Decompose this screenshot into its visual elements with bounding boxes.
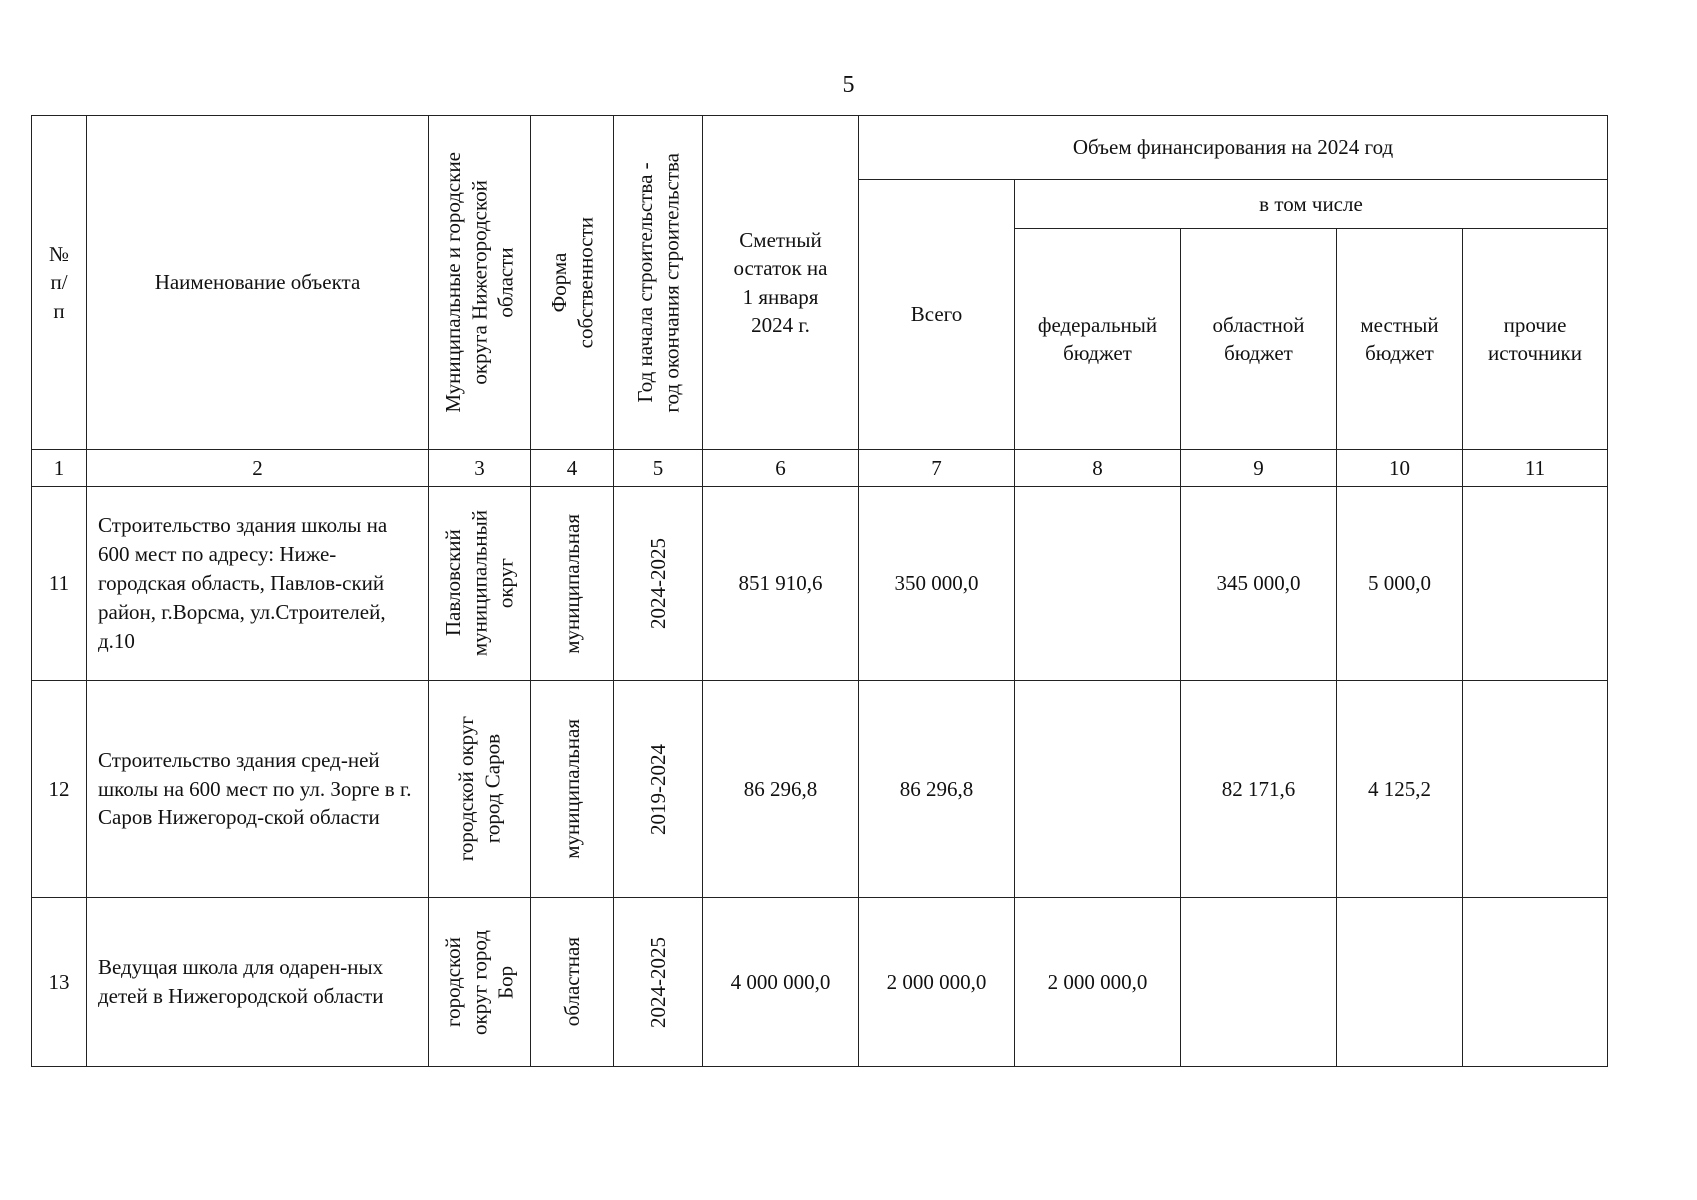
header-other: прочие источники: [1463, 229, 1608, 450]
table-row: [32, 487, 1608, 681]
ownership-cell: муниципальная: [531, 681, 614, 898]
page-number: 5: [842, 72, 855, 98]
header-remainder: Сметный остаток на 1 января 2024 г.: [703, 116, 859, 450]
header-total: Всего: [859, 180, 1015, 450]
column-number: 3: [429, 450, 531, 487]
table-row: [32, 681, 1608, 898]
column-number: 2: [87, 450, 429, 487]
object-name: Строительство здания школы на 600 мест по адресу: Ниже-городская область, Павлов-ский район, г.Ворсма, ул.Строителей, д.10: [87, 487, 429, 681]
other-cell: [1463, 487, 1608, 681]
remainder-cell: 851 910,6: [703, 487, 859, 681]
total-cell: 350 000,0: [859, 487, 1015, 681]
row-number: 12: [32, 681, 87, 898]
local-cell: [1337, 898, 1463, 1067]
column-number: 10: [1337, 450, 1463, 487]
object-name: Ведущая школа для одарен-ных детей в Нижегородской области: [87, 898, 429, 1067]
header-municipality: Муниципальные и городские округа Нижегородской области: [429, 116, 531, 450]
column-number: 8: [1015, 450, 1181, 487]
other-cell: [1463, 898, 1608, 1067]
header-local: местный бюджет: [1337, 229, 1463, 450]
remainder-cell: 86 296,8: [703, 681, 859, 898]
header-ownership: Форма собственности: [531, 116, 614, 450]
municipality-cell: городской округ город Бор: [429, 898, 531, 1067]
municipality-cell: Павловский муниципальный округ: [429, 487, 531, 681]
row-number: 11: [32, 487, 87, 681]
total-cell: 86 296,8: [859, 681, 1015, 898]
column-numbers-row: [32, 450, 1608, 487]
column-number: 5: [614, 450, 703, 487]
header-regional: областной бюджет: [1181, 229, 1337, 450]
regional-cell: [1181, 898, 1337, 1067]
header-financing-group: Объем финансирования на 2024 год: [859, 116, 1608, 180]
federal-cell: [1015, 487, 1181, 681]
column-number: 11: [1463, 450, 1608, 487]
regional-cell: 345 000,0: [1181, 487, 1337, 681]
column-number: 6: [703, 450, 859, 487]
column-number: 9: [1181, 450, 1337, 487]
table-row: [32, 898, 1608, 1067]
local-cell: 4 125,2: [1337, 681, 1463, 898]
federal-cell: [1015, 681, 1181, 898]
column-number: 1: [32, 450, 87, 487]
financing-table: [31, 115, 1608, 1067]
header-number: № п/ п: [32, 116, 87, 450]
column-number: 4: [531, 450, 614, 487]
municipality-cell: городской округ город Саров: [429, 681, 531, 898]
remainder-cell: 4 000 000,0: [703, 898, 859, 1067]
years-cell: 2019-2024: [614, 681, 703, 898]
other-cell: [1463, 681, 1608, 898]
header-including: в том числе: [1015, 180, 1608, 229]
ownership-cell: муниципальная: [531, 487, 614, 681]
federal-cell: 2 000 000,0: [1015, 898, 1181, 1067]
total-cell: 2 000 000,0: [859, 898, 1015, 1067]
object-name: Строительство здания сред-ней школы на 600 мест по ул. Зорге в г. Саров Нижегород-ской области: [87, 681, 429, 898]
years-cell: 2024-2025: [614, 898, 703, 1067]
header-federal: федеральный бюджет: [1015, 229, 1181, 450]
regional-cell: 82 171,6: [1181, 681, 1337, 898]
row-number: 13: [32, 898, 87, 1067]
header-years: Год начала строительства - год окончания строительства: [614, 116, 703, 450]
local-cell: 5 000,0: [1337, 487, 1463, 681]
ownership-cell: областная: [531, 898, 614, 1067]
header-object-name: Наименование объекта: [87, 116, 429, 450]
column-number: 7: [859, 450, 1015, 487]
years-cell: 2024-2025: [614, 487, 703, 681]
